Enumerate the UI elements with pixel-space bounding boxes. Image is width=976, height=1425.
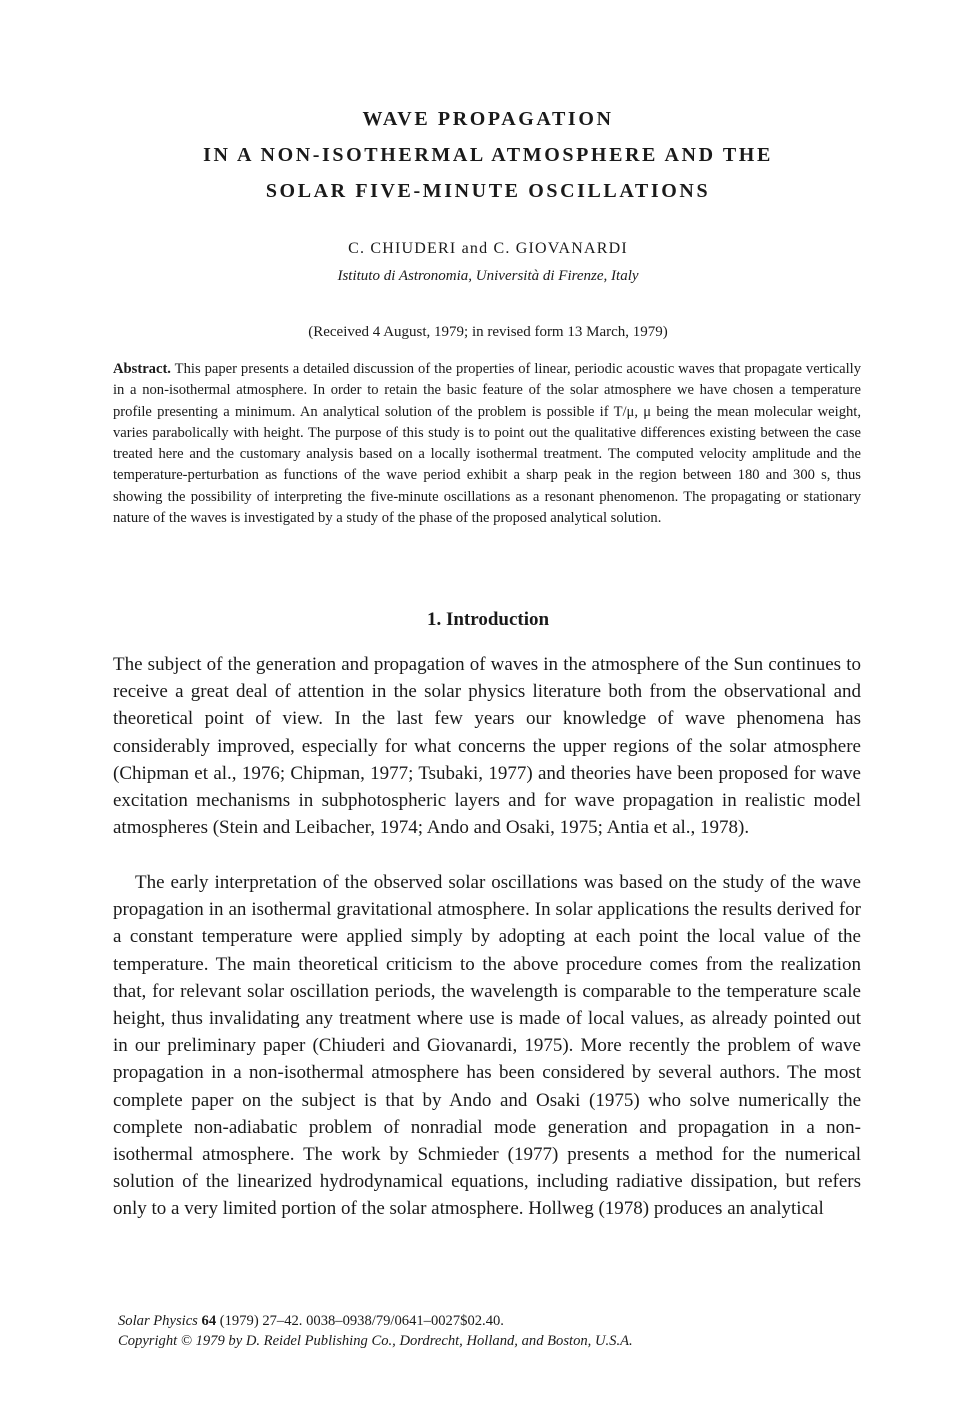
paper-title-line-1: WAVE PROPAGATION [362, 108, 614, 130]
section-heading: 1. Introduction [426, 609, 550, 630]
citation-details: (1979) 27–42. 0038–0938/79/0641–0027$02.40. [219, 1313, 504, 1329]
paper-title-line-2: IN A NON-ISOTHERMAL ATMOSPHERE AND THE [203, 144, 773, 166]
paper-title-line-3: SOLAR FIVE-MINUTE OSCILLATIONS [265, 180, 711, 202]
affiliation: Istituto di Astronomia, Università di Firenze, Italy [337, 268, 639, 284]
received-date: (Received 4 August, 1979; in revised form 13 March, 1979) [308, 324, 668, 340]
authors: C. CHIUDERI and C. GIOVANARDI [348, 240, 628, 257]
paragraph-2: The early interpretation of the observed solar oscillations was based on the study of the wave propagation in an isothermal gravitational atmosphere. In solar applications the results derived for a constant temperature were applied simply by adopting at each point the local value of the temperature. The main theoretical criticism to the above procedure comes from the realization that, for relevant solar oscillation periods, the wavelength is comparable to the temperature scale height, thus invalidating any treatment where use is made of local values, as already pointed out in our preliminary paper (Chiuderi and Giovanardi, 1975). More recently the problem of wave propagation in a non-isothermal atmosphere has been considered by several authors. The most complete paper on the subject is that by Ando and Osaki (1975) who solve numerically the complete non-adiabatic problem of nonradial mode generation and propagation in a non-isothermal atmosphere. The work by Schmieder (1977) presents a method for the numerical solution of the linearized hydrodynamical equations, including radiative dissipation, but refers only to a very limited portion of the solar atmosphere. Hollweg (1978) produces an analytical [113, 872, 861, 1220]
abstract-text: This paper presents a detailed discussion of the properties of linear, periodic acoustic waves that propagate vertically in a non-isothermal atmosphere. In order to retain the basic feature of the solar atmosphere we have chosen a temperature profile presenting a minimum. An analytical solution of the problem is possible if T/μ, μ being the mean molecular weight, varies parabolically with height. The purpose of this study is to point out the qualitative differences existing between the case treated here and the customary analysis based on a locally isothermal treatment. The computed velocity amplitude and the temperature-perturbation as functions of the wave period exhibit a sharp peak in the region between 180 and 300 s, thus showing the possibility of interpreting the five-minute oscillations as a resonant phenomenon. The propagating or stationary nature of the waves is investigated by a study of the phase of the proposed analytical solution. [113, 361, 861, 527]
journal-citation [118, 1313, 504, 1330]
paragraph-1: The subject of the generation and propagation of waves in the atmosphere of the Sun continues to receive a great deal of attention in the solar physics literature both from the observational and theoretical point of view. In the last few years our knowledge of wave phenomena has considerably improved, especially for what concerns the upper regions of the solar atmosphere (Chipman et al., 1976; Chipman, 1977; Tsubaki, 1977) and theories have been proposed for wave excitation mechanisms in subphotospheric layers and for wave propagation in realistic model atmospheres (Stein and Leibacher, 1974; Ando and Osaki, 1975; Antia et al., 1978). [113, 654, 861, 839]
abstract-label: Abstract. [113, 361, 171, 377]
journal-name: Solar Physics [118, 1313, 198, 1329]
journal-volume: 64 [201, 1313, 217, 1329]
copyright: Copyright © 1979 by D. Reidel Publishing Co., Dordrecht, Holland, and Boston, U.S.A. [118, 1333, 633, 1349]
abstract [113, 359, 861, 529]
